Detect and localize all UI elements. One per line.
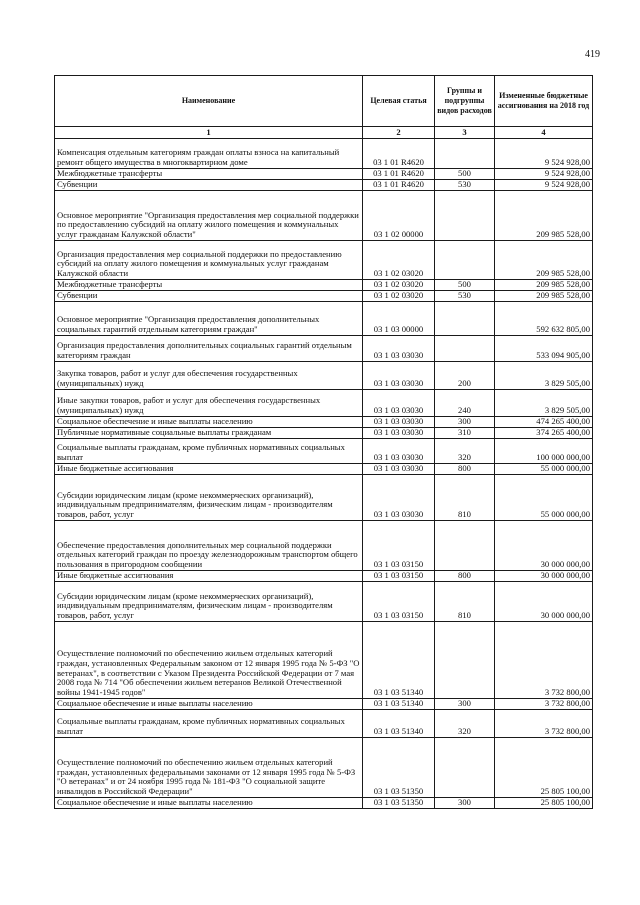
row-amount: 55 000 000,00 xyxy=(495,475,593,521)
row-target-code: 03 1 03 51340 xyxy=(363,710,435,738)
row-group xyxy=(435,622,495,699)
row-group xyxy=(435,139,495,169)
row-name: Осуществление полномочий по обеспечению жильем отдельных категорий граждан, установленных Федеральным законом от 12 января 1995 года № 5-ФЗ "О ветеранах", в соответствии с Указом Президента Российской Федерации от 7 мая 2008 года № 714 "Об обеспечении жильем ветеранов Великой Отечественной войны 1941-1945 годов" xyxy=(55,622,363,699)
row-name: Социальное обеспечение и иные выплаты населению xyxy=(55,417,363,428)
row-amount: 474 265 400,00 xyxy=(495,417,593,428)
table-row xyxy=(55,738,593,798)
table-row xyxy=(55,139,593,169)
table-row xyxy=(55,699,593,710)
row-target-code: 03 1 02 03020 xyxy=(363,291,435,302)
row-target-code: 03 1 03 51340 xyxy=(363,622,435,699)
table-row xyxy=(55,710,593,738)
row-group: 800 xyxy=(435,571,495,582)
row-target-code: 03 1 03 51350 xyxy=(363,738,435,798)
row-amount: 592 632 805,00 xyxy=(495,302,593,336)
table-row xyxy=(55,390,593,417)
row-amount: 55 000 000,00 xyxy=(495,464,593,475)
row-group xyxy=(435,521,495,571)
table-row xyxy=(55,280,593,291)
row-name: Основное мероприятие "Организация предоставления дополнительных социальных гарантий отдельным категориям граждан" xyxy=(55,302,363,336)
row-target-code: 03 1 01 R4620 xyxy=(363,139,435,169)
row-group: 300 xyxy=(435,699,495,710)
page-number: 419 xyxy=(585,49,600,60)
row-amount: 3 732 800,00 xyxy=(495,699,593,710)
row-target-code: 03 1 03 51340 xyxy=(363,699,435,710)
row-name: Социальные выплаты гражданам, кроме публичных нормативных социальных выплат xyxy=(55,439,363,464)
column-number: 2 xyxy=(363,127,435,139)
row-amount: 9 524 928,00 xyxy=(495,180,593,191)
table-row xyxy=(55,302,593,336)
row-group xyxy=(435,302,495,336)
row-name: Социальные выплаты гражданам, кроме публичных нормативных социальных выплат xyxy=(55,710,363,738)
row-amount: 30 000 000,00 xyxy=(495,571,593,582)
row-amount: 25 805 100,00 xyxy=(495,798,593,809)
row-name: Публичные нормативные социальные выплаты гражданам xyxy=(55,428,363,439)
header-row xyxy=(55,76,593,127)
column-number: 3 xyxy=(435,127,495,139)
row-group: 530 xyxy=(435,180,495,191)
row-target-code: 03 1 02 00000 xyxy=(363,191,435,241)
row-target-code: 03 1 03 03030 xyxy=(363,336,435,362)
row-target-code: 03 1 03 03150 xyxy=(363,521,435,571)
row-amount: 25 805 100,00 xyxy=(495,738,593,798)
row-group: 200 xyxy=(435,362,495,390)
table-row xyxy=(55,291,593,302)
row-amount: 533 094 905,00 xyxy=(495,336,593,362)
row-target-code: 03 1 02 03020 xyxy=(363,280,435,291)
row-amount: 3 829 505,00 xyxy=(495,362,593,390)
row-target-code: 03 1 03 03030 xyxy=(363,439,435,464)
row-name: Иные закупки товаров, работ и услуг для обеспечения государственных (муниципальных) нужд xyxy=(55,390,363,417)
row-name: Социальное обеспечение и иные выплаты населению xyxy=(55,699,363,710)
row-group: 320 xyxy=(435,439,495,464)
row-name: Закупка товаров, работ и услуг для обеспечения государственных (муниципальных) нужд xyxy=(55,362,363,390)
column-number-row xyxy=(55,127,593,139)
row-name: Осуществление полномочий по обеспечению жильем отдельных категорий граждан, установленных федеральными законами от 12 января 1995 года № 5-ФЗ "О ветеранах" и от 24 ноября 1995 года № 181-ФЗ "О социальной защите инвалидов в Российской Федерации" xyxy=(55,738,363,798)
header-group: Группы и подгруппы видов расходов xyxy=(435,76,495,127)
table-row xyxy=(55,798,593,809)
table-row xyxy=(55,582,593,622)
row-group: 530 xyxy=(435,291,495,302)
row-target-code: 03 1 03 03030 xyxy=(363,464,435,475)
row-amount: 3 732 800,00 xyxy=(495,622,593,699)
header-target: Целевая статья xyxy=(363,76,435,127)
row-group: 500 xyxy=(435,280,495,291)
row-name: Социальное обеспечение и иные выплаты населению xyxy=(55,798,363,809)
row-group: 300 xyxy=(435,417,495,428)
row-amount: 3 732 800,00 xyxy=(495,710,593,738)
table-row xyxy=(55,362,593,390)
row-group: 500 xyxy=(435,169,495,180)
row-amount: 209 985 528,00 xyxy=(495,241,593,280)
row-group: 310 xyxy=(435,428,495,439)
row-target-code: 03 1 03 03030 xyxy=(363,428,435,439)
table-row xyxy=(55,571,593,582)
table-row xyxy=(55,475,593,521)
row-name: Субсидии юридическим лицам (кроме некоммерческих организаций), индивидуальным предпринимателям, физическим лицам - производителям товаров, работ, услуг xyxy=(55,475,363,521)
table-row xyxy=(55,180,593,191)
row-name: Субвенции xyxy=(55,291,363,302)
row-target-code: 03 1 02 03020 xyxy=(363,241,435,280)
row-name: Субсидии юридическим лицам (кроме некоммерческих организаций), индивидуальным предпринимателям, физическим лицам - производителям товаров, работ, услуг xyxy=(55,582,363,622)
row-name: Компенсация отдельным категориям граждан оплаты взноса на капитальный ремонт общего имущества в многоквартирном доме xyxy=(55,139,363,169)
row-target-code: 03 1 01 R4620 xyxy=(363,180,435,191)
row-target-code: 03 1 03 03150 xyxy=(363,571,435,582)
row-name: Организация предоставления дополнительных социальных гарантий отдельным категориям граждан xyxy=(55,336,363,362)
row-name: Субвенции xyxy=(55,180,363,191)
table-row xyxy=(55,241,593,280)
header-name: Наименование xyxy=(55,76,363,127)
row-group xyxy=(435,241,495,280)
row-amount: 3 829 505,00 xyxy=(495,390,593,417)
row-target-code: 03 1 03 03030 xyxy=(363,390,435,417)
row-group xyxy=(435,191,495,241)
row-amount: 100 000 000,00 xyxy=(495,439,593,464)
row-name: Основное мероприятие "Организация предоставления мер социальной поддержки по предоставлению субсидий на оплату жилого помещения и коммунальных услуг гражданам Калужской области" xyxy=(55,191,363,241)
row-name: Организация предоставления мер социальной поддержки по предоставлению субсидий на оплату жилого помещения и коммунальных услуг гражданам Калужской области xyxy=(55,241,363,280)
row-amount: 209 985 528,00 xyxy=(495,191,593,241)
table-row xyxy=(55,521,593,571)
row-target-code: 03 1 03 00000 xyxy=(363,302,435,336)
row-target-code: 03 1 01 R4620 xyxy=(363,169,435,180)
column-number: 1 xyxy=(55,127,363,139)
row-group: 810 xyxy=(435,475,495,521)
table-row xyxy=(55,336,593,362)
row-amount: 9 524 928,00 xyxy=(495,139,593,169)
row-group: 300 xyxy=(435,798,495,809)
row-target-code: 03 1 03 03030 xyxy=(363,475,435,521)
row-target-code: 03 1 03 03030 xyxy=(363,362,435,390)
row-amount: 9 524 928,00 xyxy=(495,169,593,180)
row-group: 240 xyxy=(435,390,495,417)
table-row xyxy=(55,622,593,699)
row-amount: 209 985 528,00 xyxy=(495,280,593,291)
row-name: Иные бюджетные ассигнования xyxy=(55,464,363,475)
row-group: 800 xyxy=(435,464,495,475)
row-group xyxy=(435,336,495,362)
table-row xyxy=(55,428,593,439)
row-name: Иные бюджетные ассигнования xyxy=(55,571,363,582)
budget-table xyxy=(54,75,593,809)
header-amount: Измененные бюджетные ассигнования на 2018 год xyxy=(495,76,593,127)
row-target-code: 03 1 03 03030 xyxy=(363,417,435,428)
row-name: Межбюджетные трансферты xyxy=(55,280,363,291)
row-amount: 209 985 528,00 xyxy=(495,291,593,302)
table-row xyxy=(55,439,593,464)
row-group xyxy=(435,738,495,798)
table-row xyxy=(55,191,593,241)
row-name: Обеспечение предоставления дополнительных мер социальной поддержки отдельных категорий граждан по проезду железнодорожным транспортом общего пользования в пригородном сообщении xyxy=(55,521,363,571)
table-row xyxy=(55,169,593,180)
column-number: 4 xyxy=(495,127,593,139)
table-row xyxy=(55,417,593,428)
table-row xyxy=(55,464,593,475)
row-amount: 30 000 000,00 xyxy=(495,582,593,622)
row-target-code: 03 1 03 51350 xyxy=(363,798,435,809)
row-target-code: 03 1 03 03150 xyxy=(363,582,435,622)
row-amount: 30 000 000,00 xyxy=(495,521,593,571)
row-amount: 374 265 400,00 xyxy=(495,428,593,439)
row-name: Межбюджетные трансферты xyxy=(55,169,363,180)
row-group: 810 xyxy=(435,582,495,622)
row-group: 320 xyxy=(435,710,495,738)
